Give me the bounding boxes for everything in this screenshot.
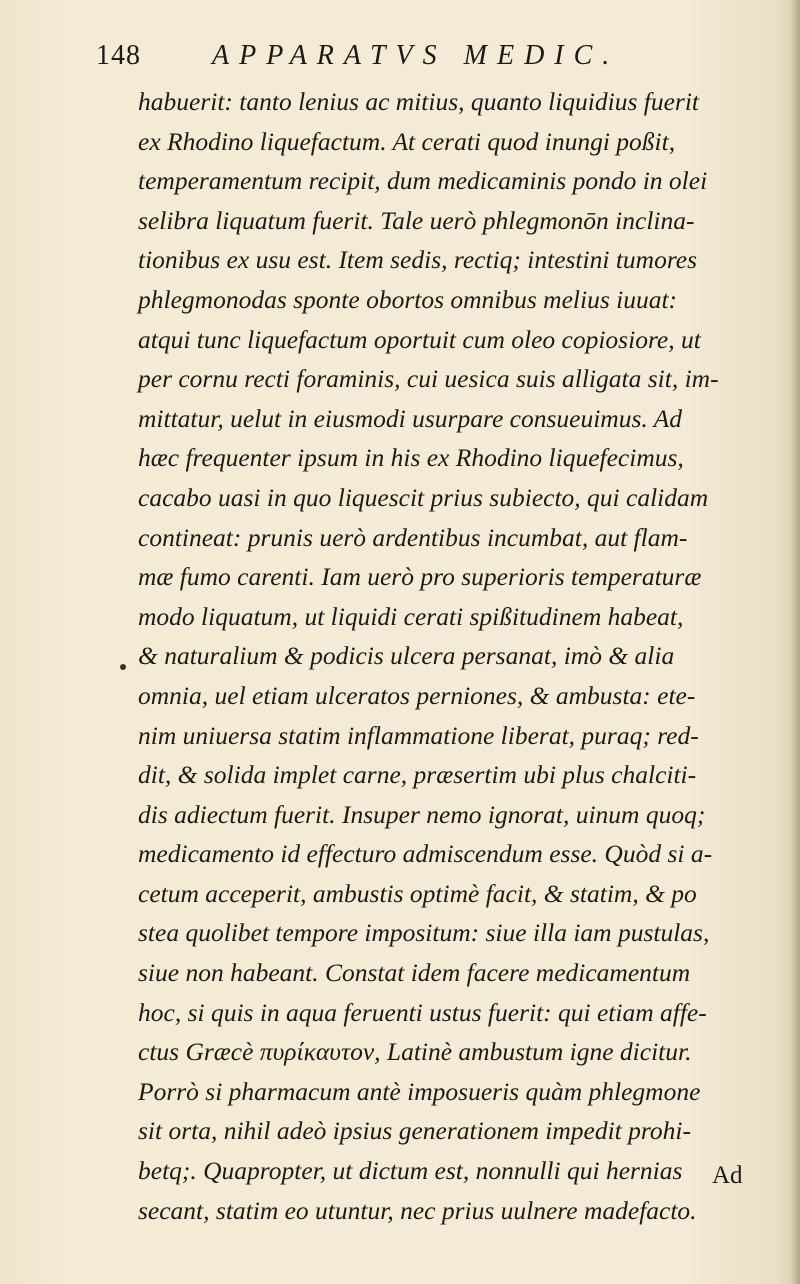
text-line: sit orta, nihil adeò ipsius generationem impedit prohi- bbox=[138, 1116, 691, 1146]
text-line: temperamentum recipit, dum medicaminis pondo in olei bbox=[138, 166, 708, 196]
text-line: dis adiectum fuerit. Insuper nemo ignorat, uinum quoq; bbox=[138, 799, 706, 829]
text-line: stea quolibet tempore impositum: siue illa iam pustulas, bbox=[138, 918, 710, 948]
text-line: tionibus ex usu est. Item sedis, rectiq; intestini tumores bbox=[138, 245, 698, 275]
body-text bbox=[138, 82, 766, 1230]
text-line: mæ fumo carenti. Iam uerò pro superioris temperaturæ bbox=[138, 562, 702, 592]
text-line: & naturalium & podicis ulcera persanat, imò & alia bbox=[138, 641, 675, 671]
text-line: selibra liquatum fuerit. Tale uerò phlegmonōn inclina- bbox=[138, 205, 695, 235]
text-line: atqui tunc liquefactum oportuit cum oleo copiosiore, ut bbox=[138, 324, 701, 354]
text-line: mittatur, uelut in eiusmodi usurpare consueuimus. Ad bbox=[138, 403, 682, 433]
text-line: omnia, uel etiam ulceratos perniones, & ambusta: ete- bbox=[138, 680, 696, 710]
text-line: modo liquatum, ut liquidi cerati spißitudinem habeat, bbox=[138, 601, 684, 631]
text-line: nim uniuersa statim inflammatione liberat, puraq; red- bbox=[138, 720, 699, 750]
catchword: Ad bbox=[712, 1162, 743, 1189]
running-title: APPARATVS MEDIC. bbox=[212, 40, 620, 71]
page-header bbox=[96, 36, 696, 80]
text-line: contineat: prunis uerò ardentibus incumbat, aut flam- bbox=[138, 522, 688, 552]
margin-dot-mark bbox=[120, 664, 126, 670]
text-line: Porrò si pharmacum antè imposueris quàm phlegmone bbox=[138, 1076, 701, 1106]
text-line: dit, & solida implet carne, præsertim ubi plus chalciti- bbox=[138, 760, 697, 790]
text-line: medicamento id effecturo admiscendum esse. Quòd si a- bbox=[138, 839, 713, 869]
text-line: ex Rhodino liquefactum. At cerati quod inungi poßit, bbox=[138, 126, 676, 156]
text-line: habuerit: tanto lenius ac mitius, quanto liquidius fuerit bbox=[138, 87, 699, 116]
text-line: hæc frequenter ipsum in his ex Rhodino liquefecimus, bbox=[138, 443, 684, 473]
text-line: secant, statim eo utuntur, nec prius uulnere madefacto. bbox=[138, 1195, 697, 1225]
text-line: siue non habeant. Constat idem facere medicamentum bbox=[138, 958, 691, 988]
text-line: per cornu recti foraminis, cui uesica suis alligata sit, im- bbox=[138, 364, 719, 394]
text-line: phlegmonodas sponte obortos omnibus melius iuuat: bbox=[138, 284, 678, 314]
text-line: hoc, si quis in aqua feruenti ustus fuerit: qui etiam affe- bbox=[138, 997, 707, 1027]
page-number: 148 bbox=[96, 40, 141, 71]
text-line: cacabo uasi in quo liquescit prius subiecto, qui calidam bbox=[138, 482, 709, 512]
text-line: betq;. Quapropter, ut dictum est, nonnulli qui hernias bbox=[138, 1156, 683, 1186]
text-line: cetum acceperit, ambustis optimè facit, & statim, & po bbox=[138, 878, 697, 908]
page-edge-shadow bbox=[790, 0, 800, 1284]
text-line: ctus Græcè πυρίκαυτον, Latinè ambustum igne dicitur. bbox=[138, 1037, 692, 1067]
